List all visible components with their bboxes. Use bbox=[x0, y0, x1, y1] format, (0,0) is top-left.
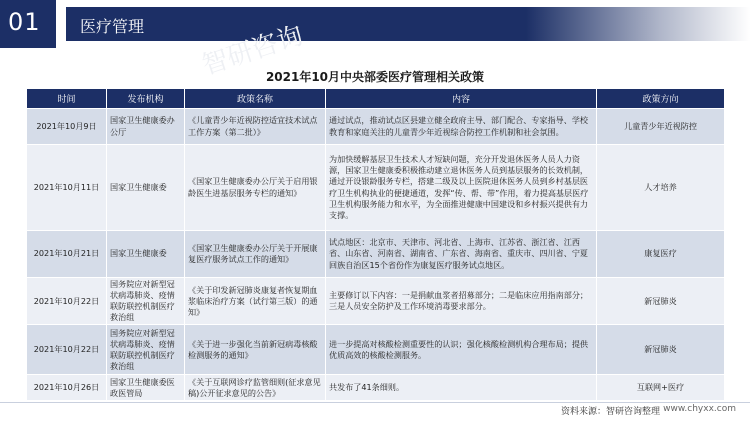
cell-policy: 《关于进一步强化当前新冠病毒核酸检测服务的通知》 bbox=[185, 325, 326, 375]
column-header-content: 内容 bbox=[326, 89, 597, 109]
cell-time: 2021年10月22日 bbox=[27, 325, 107, 375]
cell-content: 进一步提高对核酸检测重要性的认识；强化核酸检测机构合理布局；提供优质高效的核酸检测服务。 bbox=[326, 325, 597, 375]
cell-policy: 《儿童青少年近视防控适宜技术试点工作方案（第二批）》 bbox=[185, 109, 326, 145]
cell-direction: 新冠肺炎 bbox=[597, 278, 725, 325]
footer-divider bbox=[0, 402, 750, 403]
cell-policy: 《关于印发新冠肺炎康复者恢复期血浆临床治疗方案（试行第三版）的通知》 bbox=[185, 278, 326, 325]
cell-time: 2021年10月9日 bbox=[27, 109, 107, 145]
footer bbox=[0, 400, 750, 421]
table-row bbox=[27, 231, 725, 278]
cell-org: 国家卫生健康委 bbox=[107, 145, 185, 231]
cell-org: 国家卫生健康委 bbox=[107, 231, 185, 278]
cell-direction: 人才培养 bbox=[597, 145, 725, 231]
policy-table bbox=[26, 88, 725, 401]
cell-policy: 《国家卫生健康委办公厅关于启用银龄医生进基层服务专栏的通知》 bbox=[185, 145, 326, 231]
table-row bbox=[27, 145, 725, 231]
table-row bbox=[27, 375, 725, 401]
cell-org: 国家卫生健康委医政医管局 bbox=[107, 375, 185, 401]
section-title-fade bbox=[526, 7, 750, 41]
cell-policy: 《国家卫生健康委办公厅关于开展康复医疗服务试点工作的通知》 bbox=[185, 231, 326, 278]
header-bar bbox=[0, 0, 750, 48]
footer-source: 资料来源：智研咨询整理 bbox=[560, 407, 660, 417]
cell-direction: 互联网+医疗 bbox=[597, 375, 725, 401]
cell-content: 共发布了41条细则。 bbox=[326, 375, 597, 401]
table-header-row bbox=[27, 89, 725, 109]
cell-direction: 康复医疗 bbox=[597, 231, 725, 278]
watermark: 智研咨询 bbox=[198, 20, 307, 82]
table-row bbox=[27, 278, 725, 325]
column-header-policy: 政策名称 bbox=[185, 89, 326, 109]
cell-time: 2021年10月21日 bbox=[27, 231, 107, 278]
cell-content: 为加快缓解基层卫生技术人才短缺问题，充分开发退休医务人员人力资源，国家卫生健康委积极推动建立退休医务人员到基层服务的长效机制，通过开设银龄服务专栏，搭建二级及以上医院退休医务人员到乡村基层医疗卫生机构执业的便捷通道，发挥“传、帮、带”作用，着力提高基层医疗卫生机构服务能力和水平，为全面推进健康中国建设和乡村振兴提供有力支撑。 bbox=[326, 145, 597, 231]
table-row bbox=[27, 109, 725, 145]
cell-content: 主要修订以下内容：一是捐献血浆者招募部分；二是临床应用指南部分；三是人员安全防护及工作环境消毒要求部分。 bbox=[326, 278, 597, 325]
footer-url[interactable]: www.chyxx.com bbox=[663, 404, 736, 414]
cell-policy: 《关于互联网诊疗监管细则(征求意见稿)公开征求意见的公告》 bbox=[185, 375, 326, 401]
column-header-time: 时间 bbox=[27, 89, 107, 109]
table-title: 2021年10月中央部委医疗管理相关政策 bbox=[265, 70, 485, 84]
column-header-org: 发布机构 bbox=[107, 89, 185, 109]
table-row bbox=[27, 325, 725, 375]
cell-direction: 儿童青少年近视防控 bbox=[597, 109, 725, 145]
cell-org: 国务院应对新型冠状病毒肺炎、疫情联防联控机制医疗救治组 bbox=[107, 325, 185, 375]
cell-time: 2021年10月26日 bbox=[27, 375, 107, 401]
cell-time: 2021年10月11日 bbox=[27, 145, 107, 231]
column-header-direction: 政策方向 bbox=[597, 89, 725, 109]
cell-direction: 新冠肺炎 bbox=[597, 325, 725, 375]
section-number: 01 bbox=[8, 8, 41, 36]
section-title: 医疗管理 bbox=[80, 17, 145, 36]
cell-content: 通过试点，推动试点区县建立健全政府主导、部门配合、专家指导、学校教育和家庭关注的儿童青少年近视综合防控工作机制和社会氛围。 bbox=[326, 109, 597, 145]
cell-content: 试点地区：北京市、天津市、河北省、上海市、江苏省、浙江省、江西省、山东省、河南省、湖南省、广东省、海南省、重庆市、四川省、宁夏回族自治区15个省份作为康复医疗服务试点地区。 bbox=[326, 231, 597, 278]
cell-org: 国家卫生健康委办公厅 bbox=[107, 109, 185, 145]
cell-time: 2021年10月22日 bbox=[27, 278, 107, 325]
cell-org: 国务院应对新型冠状病毒肺炎、疫情联防联控机制医疗救治组 bbox=[107, 278, 185, 325]
